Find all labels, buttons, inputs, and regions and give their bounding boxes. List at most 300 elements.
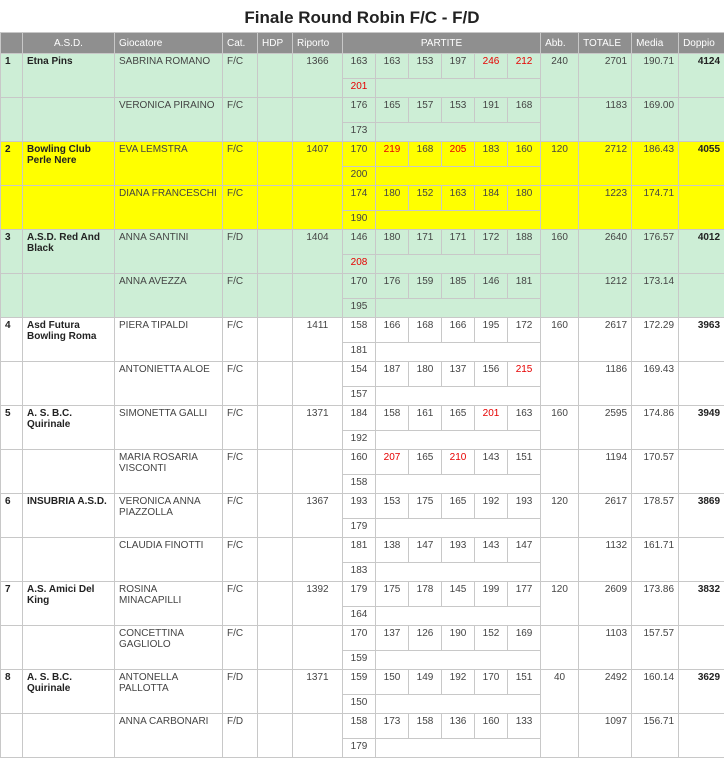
player-totale: 2492 [579, 670, 632, 714]
game-score: 173 [376, 714, 409, 739]
game-score: 175 [376, 582, 409, 607]
player-name: CLAUDIA FINOTTI [115, 538, 223, 582]
player-cat: F/C [223, 98, 258, 142]
game-score-extra: 157 [343, 387, 376, 406]
team-riporto [293, 714, 343, 758]
game-score: 160 [508, 142, 541, 167]
extra-filler [376, 343, 541, 362]
team-riporto [293, 362, 343, 406]
team-riporto [293, 538, 343, 582]
team-club: A.S.D. Red And Black [23, 230, 115, 274]
team-abb [541, 274, 579, 318]
team-riporto [293, 186, 343, 230]
player-name: ANTONELLA PALLOTTA [115, 670, 223, 714]
team-rank-empty [1, 362, 23, 406]
team-riporto: 1411 [293, 318, 343, 362]
game-score: 179 [343, 582, 376, 607]
team-abb: 120 [541, 494, 579, 538]
team-group [1, 494, 724, 582]
game-score-extra: 183 [343, 563, 376, 582]
team-club-empty [23, 362, 115, 406]
game-score: 163 [508, 406, 541, 431]
team-doppio: 4012 [679, 230, 724, 274]
player-name: PIERA TIPALDI [115, 318, 223, 362]
player-media: 157.57 [632, 626, 679, 670]
player-totale: 1212 [579, 274, 632, 318]
player-row [1, 98, 724, 123]
game-score: 170 [343, 142, 376, 167]
header-asd: A.S.D. [23, 33, 115, 54]
game-score: 158 [409, 714, 442, 739]
team-riporto [293, 98, 343, 142]
header-row [1, 33, 724, 54]
player-media: 178.57 [632, 494, 679, 538]
extra-filler [376, 607, 541, 626]
game-score: 126 [409, 626, 442, 651]
game-score: 143 [475, 538, 508, 563]
game-score: 168 [409, 318, 442, 343]
game-score: 193 [508, 494, 541, 519]
player-row [1, 494, 724, 519]
team-rank: 7 [1, 582, 23, 626]
team-group [1, 670, 724, 758]
player-row [1, 230, 724, 255]
game-score: 212 [508, 54, 541, 79]
team-doppio: 3629 [679, 670, 724, 714]
team-club: Etna Pins [23, 54, 115, 98]
game-score-extra: 200 [343, 167, 376, 186]
team-doppio [679, 274, 724, 318]
team-abb: 240 [541, 54, 579, 98]
game-score: 184 [475, 186, 508, 211]
player-name: EVA LEMSTRA [115, 142, 223, 186]
player-cat: F/C [223, 142, 258, 186]
game-score: 168 [409, 142, 442, 167]
game-score-extra: 158 [343, 475, 376, 494]
extra-filler [376, 167, 541, 186]
game-score-extra: 159 [343, 651, 376, 670]
player-totale: 2640 [579, 230, 632, 274]
player-hdp [258, 98, 293, 142]
game-score: 205 [442, 142, 475, 167]
game-score: 137 [376, 626, 409, 651]
team-doppio [679, 362, 724, 406]
team-club: INSUBRIA A.S.D. [23, 494, 115, 538]
team-abb [541, 98, 579, 142]
team-rank: 3 [1, 230, 23, 274]
player-hdp [258, 670, 293, 714]
player-totale: 1194 [579, 450, 632, 494]
player-hdp [258, 626, 293, 670]
extra-filler [376, 123, 541, 142]
game-score: 166 [442, 318, 475, 343]
team-doppio [679, 98, 724, 142]
team-club-empty [23, 186, 115, 230]
game-score: 192 [475, 494, 508, 519]
header-totale: TOTALE [579, 33, 632, 54]
player-row [1, 450, 724, 475]
game-score: 168 [508, 98, 541, 123]
game-score: 143 [475, 450, 508, 475]
player-hdp [258, 318, 293, 362]
player-totale: 2617 [579, 494, 632, 538]
team-club: A.S. Amici Del King [23, 582, 115, 626]
team-club-empty [23, 450, 115, 494]
team-abb [541, 450, 579, 494]
team-riporto: 1404 [293, 230, 343, 274]
team-riporto: 1392 [293, 582, 343, 626]
team-group [1, 230, 724, 318]
team-rank: 4 [1, 318, 23, 362]
player-name: MARIA ROSARIA VISCONTI [115, 450, 223, 494]
player-row [1, 362, 724, 387]
team-riporto: 1371 [293, 670, 343, 714]
team-doppio: 3832 [679, 582, 724, 626]
player-name: ROSINA MINACAPILLI [115, 582, 223, 626]
game-score: 159 [409, 274, 442, 299]
game-score: 151 [508, 450, 541, 475]
team-abb: 40 [541, 670, 579, 714]
game-score: 156 [475, 362, 508, 387]
player-row [1, 186, 724, 211]
team-group [1, 582, 724, 670]
player-name: SIMONETTA GALLI [115, 406, 223, 450]
header-media: Media [632, 33, 679, 54]
team-riporto: 1366 [293, 54, 343, 98]
game-score: 172 [475, 230, 508, 255]
extra-filler [376, 211, 541, 230]
game-score: 147 [508, 538, 541, 563]
game-score: 210 [442, 450, 475, 475]
game-score: 207 [376, 450, 409, 475]
extra-filler [376, 651, 541, 670]
game-score: 165 [442, 494, 475, 519]
game-score: 219 [376, 142, 409, 167]
game-score: 146 [475, 274, 508, 299]
team-riporto [293, 626, 343, 670]
player-media: 170.57 [632, 450, 679, 494]
extra-filler [376, 431, 541, 450]
player-totale: 1132 [579, 538, 632, 582]
player-totale: 2712 [579, 142, 632, 186]
player-totale: 1183 [579, 98, 632, 142]
player-totale: 2617 [579, 318, 632, 362]
game-score: 177 [508, 582, 541, 607]
team-rank: 2 [1, 142, 23, 186]
game-score-extra: 179 [343, 519, 376, 538]
game-score: 187 [376, 362, 409, 387]
page-title: Finale Round Robin F/C - F/D [0, 0, 724, 32]
game-score: 169 [508, 626, 541, 651]
game-score: 175 [409, 494, 442, 519]
game-score: 171 [442, 230, 475, 255]
player-totale: 1223 [579, 186, 632, 230]
game-score: 165 [442, 406, 475, 431]
game-score: 199 [475, 582, 508, 607]
player-cat: F/C [223, 318, 258, 362]
player-hdp [258, 538, 293, 582]
team-abb [541, 626, 579, 670]
game-score-extra: 181 [343, 343, 376, 362]
player-hdp [258, 362, 293, 406]
game-score: 246 [475, 54, 508, 79]
game-score: 145 [442, 582, 475, 607]
game-score: 160 [343, 450, 376, 475]
game-score: 133 [508, 714, 541, 739]
game-score: 215 [508, 362, 541, 387]
player-cat: F/C [223, 274, 258, 318]
player-hdp [258, 450, 293, 494]
player-row [1, 582, 724, 607]
player-media: 173.86 [632, 582, 679, 626]
game-score: 158 [343, 714, 376, 739]
team-club-empty [23, 98, 115, 142]
game-score: 181 [343, 538, 376, 563]
player-media: 169.43 [632, 362, 679, 406]
player-name: ANNA CARBONARI [115, 714, 223, 758]
team-rank: 1 [1, 54, 23, 98]
player-row [1, 142, 724, 167]
team-doppio: 3869 [679, 494, 724, 538]
game-score: 159 [343, 670, 376, 695]
game-score-extra: 201 [343, 79, 376, 98]
player-hdp [258, 406, 293, 450]
player-media: 176.57 [632, 230, 679, 274]
game-score: 161 [409, 406, 442, 431]
team-abb: 160 [541, 406, 579, 450]
player-row [1, 54, 724, 79]
game-score: 180 [376, 230, 409, 255]
player-hdp [258, 230, 293, 274]
header-riporto: Riporto [293, 33, 343, 54]
game-score-extra: 179 [343, 739, 376, 758]
team-group [1, 318, 724, 406]
game-score: 192 [442, 670, 475, 695]
player-cat: F/C [223, 450, 258, 494]
player-hdp [258, 274, 293, 318]
header-partite: PARTITE [343, 33, 541, 54]
player-row [1, 670, 724, 695]
game-score-extra: 190 [343, 211, 376, 230]
game-score: 171 [409, 230, 442, 255]
team-abb [541, 362, 579, 406]
team-doppio [679, 186, 724, 230]
team-riporto: 1367 [293, 494, 343, 538]
game-score: 158 [343, 318, 376, 343]
team-doppio [679, 538, 724, 582]
team-doppio: 4124 [679, 54, 724, 98]
game-score: 188 [508, 230, 541, 255]
team-doppio [679, 626, 724, 670]
game-score: 172 [508, 318, 541, 343]
player-media: 174.71 [632, 186, 679, 230]
extra-filler [376, 387, 541, 406]
header-hdp: HDP [258, 33, 293, 54]
team-riporto: 1407 [293, 142, 343, 186]
game-score: 152 [475, 626, 508, 651]
player-hdp [258, 582, 293, 626]
game-score: 138 [376, 538, 409, 563]
game-score: 160 [475, 714, 508, 739]
team-rank-empty [1, 714, 23, 758]
game-score: 184 [343, 406, 376, 431]
player-hdp [258, 186, 293, 230]
team-rank-empty [1, 626, 23, 670]
team-doppio [679, 714, 724, 758]
extra-filler [376, 299, 541, 318]
game-score: 153 [442, 98, 475, 123]
player-cat: F/D [223, 714, 258, 758]
player-media: 161.71 [632, 538, 679, 582]
team-rank-empty [1, 450, 23, 494]
game-score: 158 [376, 406, 409, 431]
player-cat: F/C [223, 54, 258, 98]
game-score: 195 [475, 318, 508, 343]
team-abb [541, 186, 579, 230]
player-name: CONCETTINA GAGLIOLO [115, 626, 223, 670]
game-score: 150 [376, 670, 409, 695]
extra-filler [376, 255, 541, 274]
game-score: 136 [442, 714, 475, 739]
player-media: 172.29 [632, 318, 679, 362]
player-name: ANNA AVEZZA [115, 274, 223, 318]
team-rank: 8 [1, 670, 23, 714]
header-rank [1, 33, 23, 54]
game-score: 170 [343, 626, 376, 651]
player-name: SABRINA ROMANO [115, 54, 223, 98]
game-score-extra: 195 [343, 299, 376, 318]
player-media: 156.71 [632, 714, 679, 758]
player-media: 174.86 [632, 406, 679, 450]
team-rank-empty [1, 538, 23, 582]
team-doppio: 4055 [679, 142, 724, 186]
player-cat: F/D [223, 230, 258, 274]
player-hdp [258, 494, 293, 538]
game-score: 146 [343, 230, 376, 255]
player-totale: 2609 [579, 582, 632, 626]
team-club: Bowling Club Perle Nere [23, 142, 115, 186]
player-media: 186.43 [632, 142, 679, 186]
team-rank-empty [1, 186, 23, 230]
game-score: 176 [376, 274, 409, 299]
player-cat: F/C [223, 538, 258, 582]
game-score-extra: 150 [343, 695, 376, 714]
extra-filler [376, 563, 541, 582]
player-cat: F/D [223, 670, 258, 714]
player-row [1, 626, 724, 651]
player-totale: 1097 [579, 714, 632, 758]
player-media: 190.71 [632, 54, 679, 98]
game-score: 165 [376, 98, 409, 123]
team-doppio: 3949 [679, 406, 724, 450]
player-media: 160.14 [632, 670, 679, 714]
player-totale: 1103 [579, 626, 632, 670]
team-doppio [679, 450, 724, 494]
game-score: 197 [442, 54, 475, 79]
team-riporto [293, 274, 343, 318]
game-score: 153 [409, 54, 442, 79]
game-score: 181 [508, 274, 541, 299]
player-hdp [258, 54, 293, 98]
team-rank: 6 [1, 494, 23, 538]
extra-filler [376, 79, 541, 98]
game-score: 166 [376, 318, 409, 343]
game-score: 163 [442, 186, 475, 211]
game-score: 157 [409, 98, 442, 123]
team-riporto [293, 450, 343, 494]
team-abb: 160 [541, 318, 579, 362]
player-totale: 2701 [579, 54, 632, 98]
player-cat: F/C [223, 362, 258, 406]
game-score: 193 [343, 494, 376, 519]
team-group [1, 54, 724, 142]
player-row [1, 406, 724, 431]
team-club-empty [23, 714, 115, 758]
game-score: 178 [409, 582, 442, 607]
game-score: 180 [376, 186, 409, 211]
player-totale: 2595 [579, 406, 632, 450]
player-row [1, 714, 724, 739]
game-score: 149 [409, 670, 442, 695]
player-name: ANTONIETTA ALOE [115, 362, 223, 406]
game-score: 147 [409, 538, 442, 563]
team-abb: 120 [541, 582, 579, 626]
game-score: 180 [508, 186, 541, 211]
team-riporto: 1371 [293, 406, 343, 450]
game-score: 163 [376, 54, 409, 79]
player-name: DIANA FRANCESCHI [115, 186, 223, 230]
game-score-extra: 192 [343, 431, 376, 450]
player-cat: F/C [223, 626, 258, 670]
game-score: 170 [475, 670, 508, 695]
player-name: VERONICA PIRAINO [115, 98, 223, 142]
team-club: A. S. B.C. Quirinale [23, 406, 115, 450]
extra-filler [376, 695, 541, 714]
game-score: 193 [442, 538, 475, 563]
game-score-extra: 164 [343, 607, 376, 626]
team-rank: 5 [1, 406, 23, 450]
game-score-extra: 208 [343, 255, 376, 274]
player-hdp [258, 142, 293, 186]
team-doppio: 3963 [679, 318, 724, 362]
header-cat: Cat. [223, 33, 258, 54]
game-score: 190 [442, 626, 475, 651]
game-score: 137 [442, 362, 475, 387]
extra-filler [376, 739, 541, 758]
game-score: 185 [442, 274, 475, 299]
team-rank-empty [1, 98, 23, 142]
game-score: 163 [343, 54, 376, 79]
player-cat: F/C [223, 406, 258, 450]
extra-filler [376, 519, 541, 538]
player-cat: F/C [223, 582, 258, 626]
game-score: 201 [475, 406, 508, 431]
header-abb: Abb. [541, 33, 579, 54]
player-cat: F/C [223, 186, 258, 230]
player-name: VERONICA ANNA PIAZZOLLA [115, 494, 223, 538]
game-score: 180 [409, 362, 442, 387]
team-club-empty [23, 274, 115, 318]
game-score: 152 [409, 186, 442, 211]
game-score: 154 [343, 362, 376, 387]
team-abb: 160 [541, 230, 579, 274]
game-score: 153 [376, 494, 409, 519]
game-score: 174 [343, 186, 376, 211]
team-rank-empty [1, 274, 23, 318]
team-abb [541, 714, 579, 758]
extra-filler [376, 475, 541, 494]
header-doppio: Doppio [679, 33, 724, 54]
